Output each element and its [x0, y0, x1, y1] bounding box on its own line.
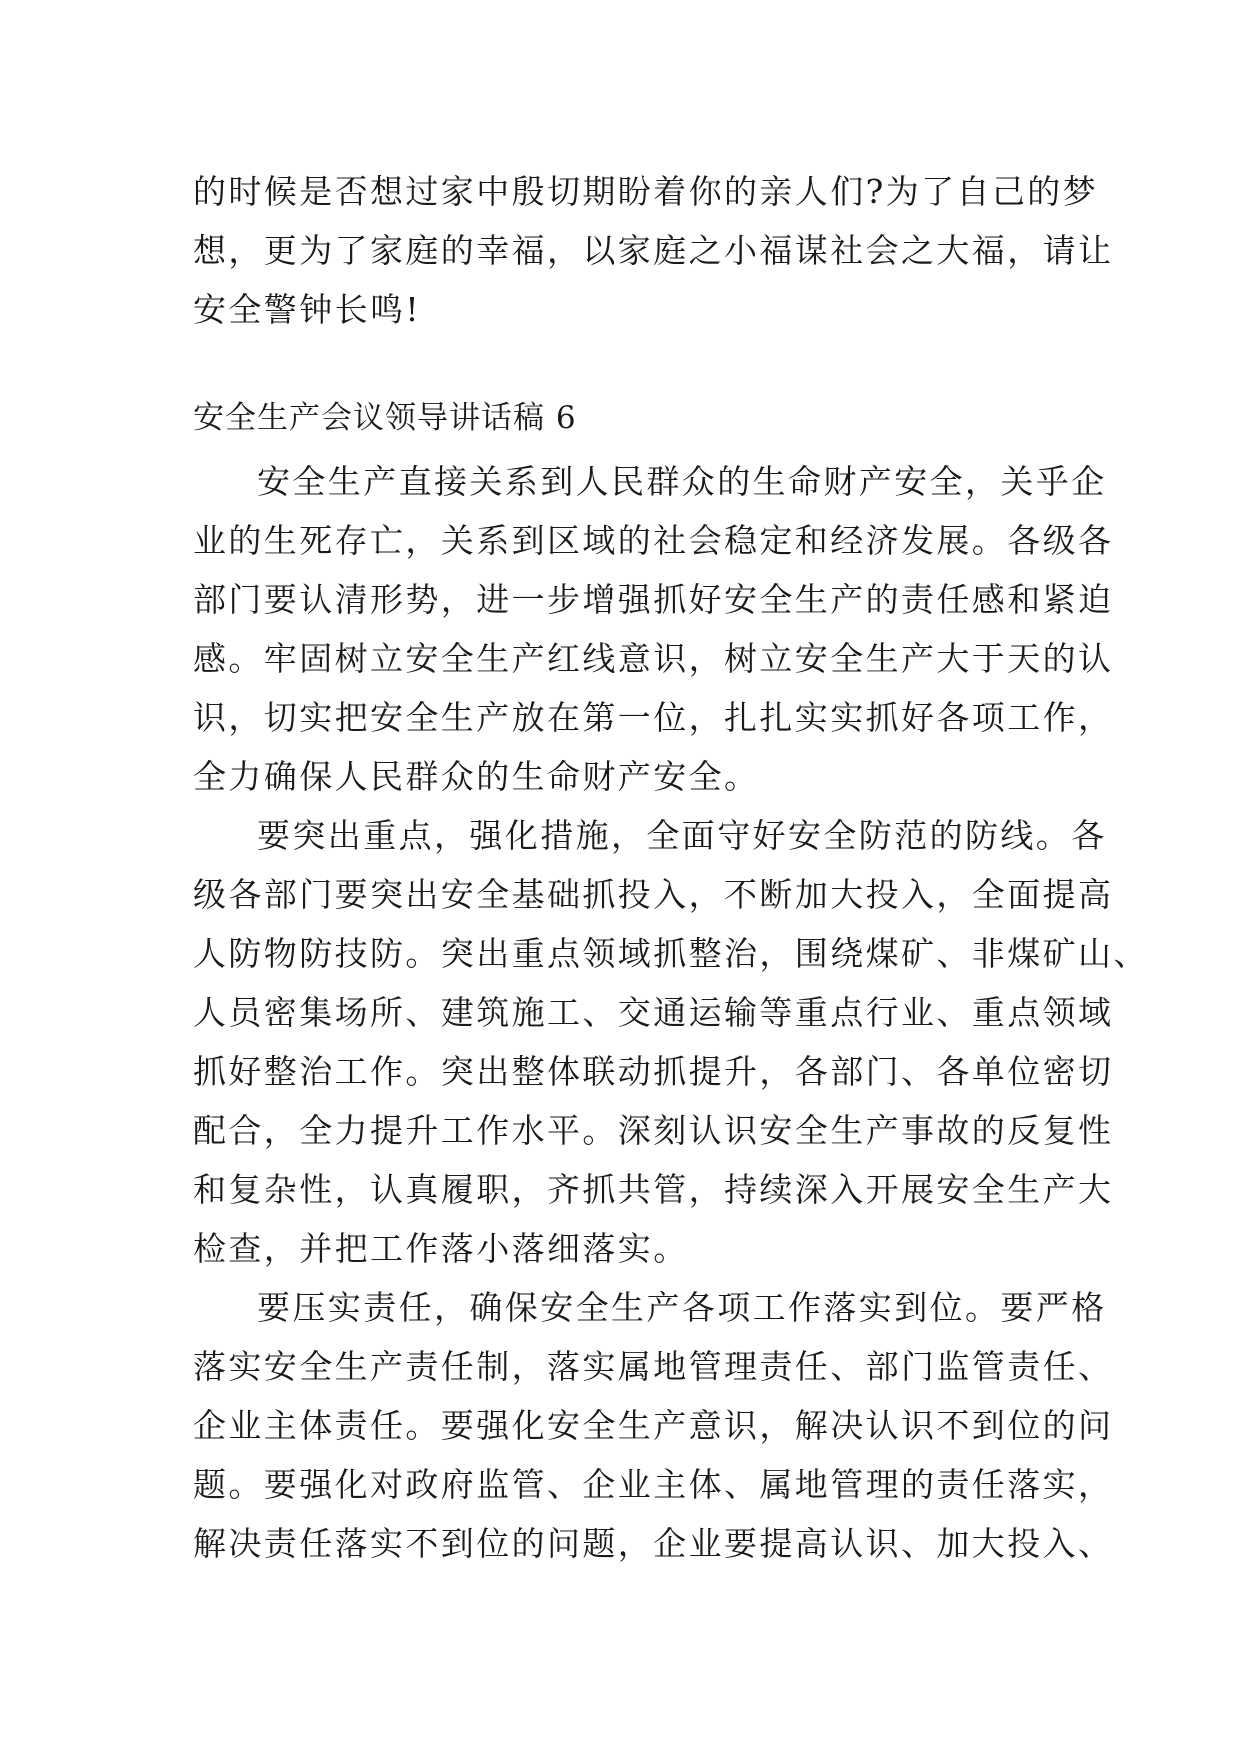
paragraph-1: [193, 452, 1114, 806]
text-line: 部门要认清形势，进一步增强抓好安全生产的责任感和紧迫: [193, 580, 1114, 619]
text-line: 的时候是否想过家中殷切期盼着你的亲人们?为了自己的梦: [193, 172, 1099, 211]
text-line: 人防物防技防。突出重点领域抓整治，围绕煤矿、非煤矿山、: [193, 934, 1149, 973]
paragraph-3: [193, 1278, 1114, 1573]
text-line: 人员密集场所、建筑施工、交通运输等重点行业、重点领域: [193, 993, 1114, 1032]
text-line: 感。牢固树立安全生产红线意识，树立安全生产大于天的认: [193, 639, 1114, 678]
text-line: 业的生死存亡，关系到区域的社会稳定和经济发展。各级各: [193, 521, 1114, 560]
text-line: 和复杂性，认真履职，齐抓共管，持续深入开展安全生产大: [193, 1170, 1114, 1209]
intro-paragraph: [193, 162, 1114, 339]
text-line: 全力确保人民群众的生命财产安全。: [193, 757, 760, 796]
text-line: 落实安全生产责任制，落实属地管理责任、部门监管责任、: [193, 1347, 1114, 1386]
text-line: 抓好整治工作。突出整体联动抓提升，各部门、各单位密切: [193, 1052, 1114, 1091]
text-line: 要突出重点，强化措施，全面守好安全防范的防线。各: [257, 816, 1107, 855]
text-line: 安全生产直接关系到人民群众的生命财产安全，关乎企: [257, 462, 1107, 501]
text-line: 想，更为了家庭的幸福，以家庭之小福谋社会之大福，请让: [193, 231, 1114, 270]
paragraph-2: [193, 806, 1149, 1278]
text-line: 解决责任落实不到位的问题，企业要提高认识、加大投入、: [193, 1524, 1114, 1563]
text-line: 识，切实把安全生产放在第一位，扎扎实实抓好各项工作，: [193, 698, 1114, 737]
text-line: 要压实责任，确保安全生产各项工作落实到位。要严格: [257, 1288, 1107, 1327]
section-heading: 安全生产会议领导讲话稿 6: [193, 400, 577, 436]
text-line: 配合，全力提升工作水平。深刻认识安全生产事故的反复性: [193, 1111, 1114, 1150]
text-line: 检查，并把工作落小落细落实。: [193, 1229, 689, 1268]
text-line: 安全警钟长鸣!: [193, 290, 422, 329]
text-line: 企业主体责任。要强化安全生产意识，解决认识不到位的问: [193, 1406, 1114, 1445]
text-line: 题。要强化对政府监管、企业主体、属地管理的责任落实，: [193, 1465, 1114, 1504]
text-line: 级各部门要突出安全基础抓投入，不断加大投入，全面提高: [193, 875, 1114, 914]
